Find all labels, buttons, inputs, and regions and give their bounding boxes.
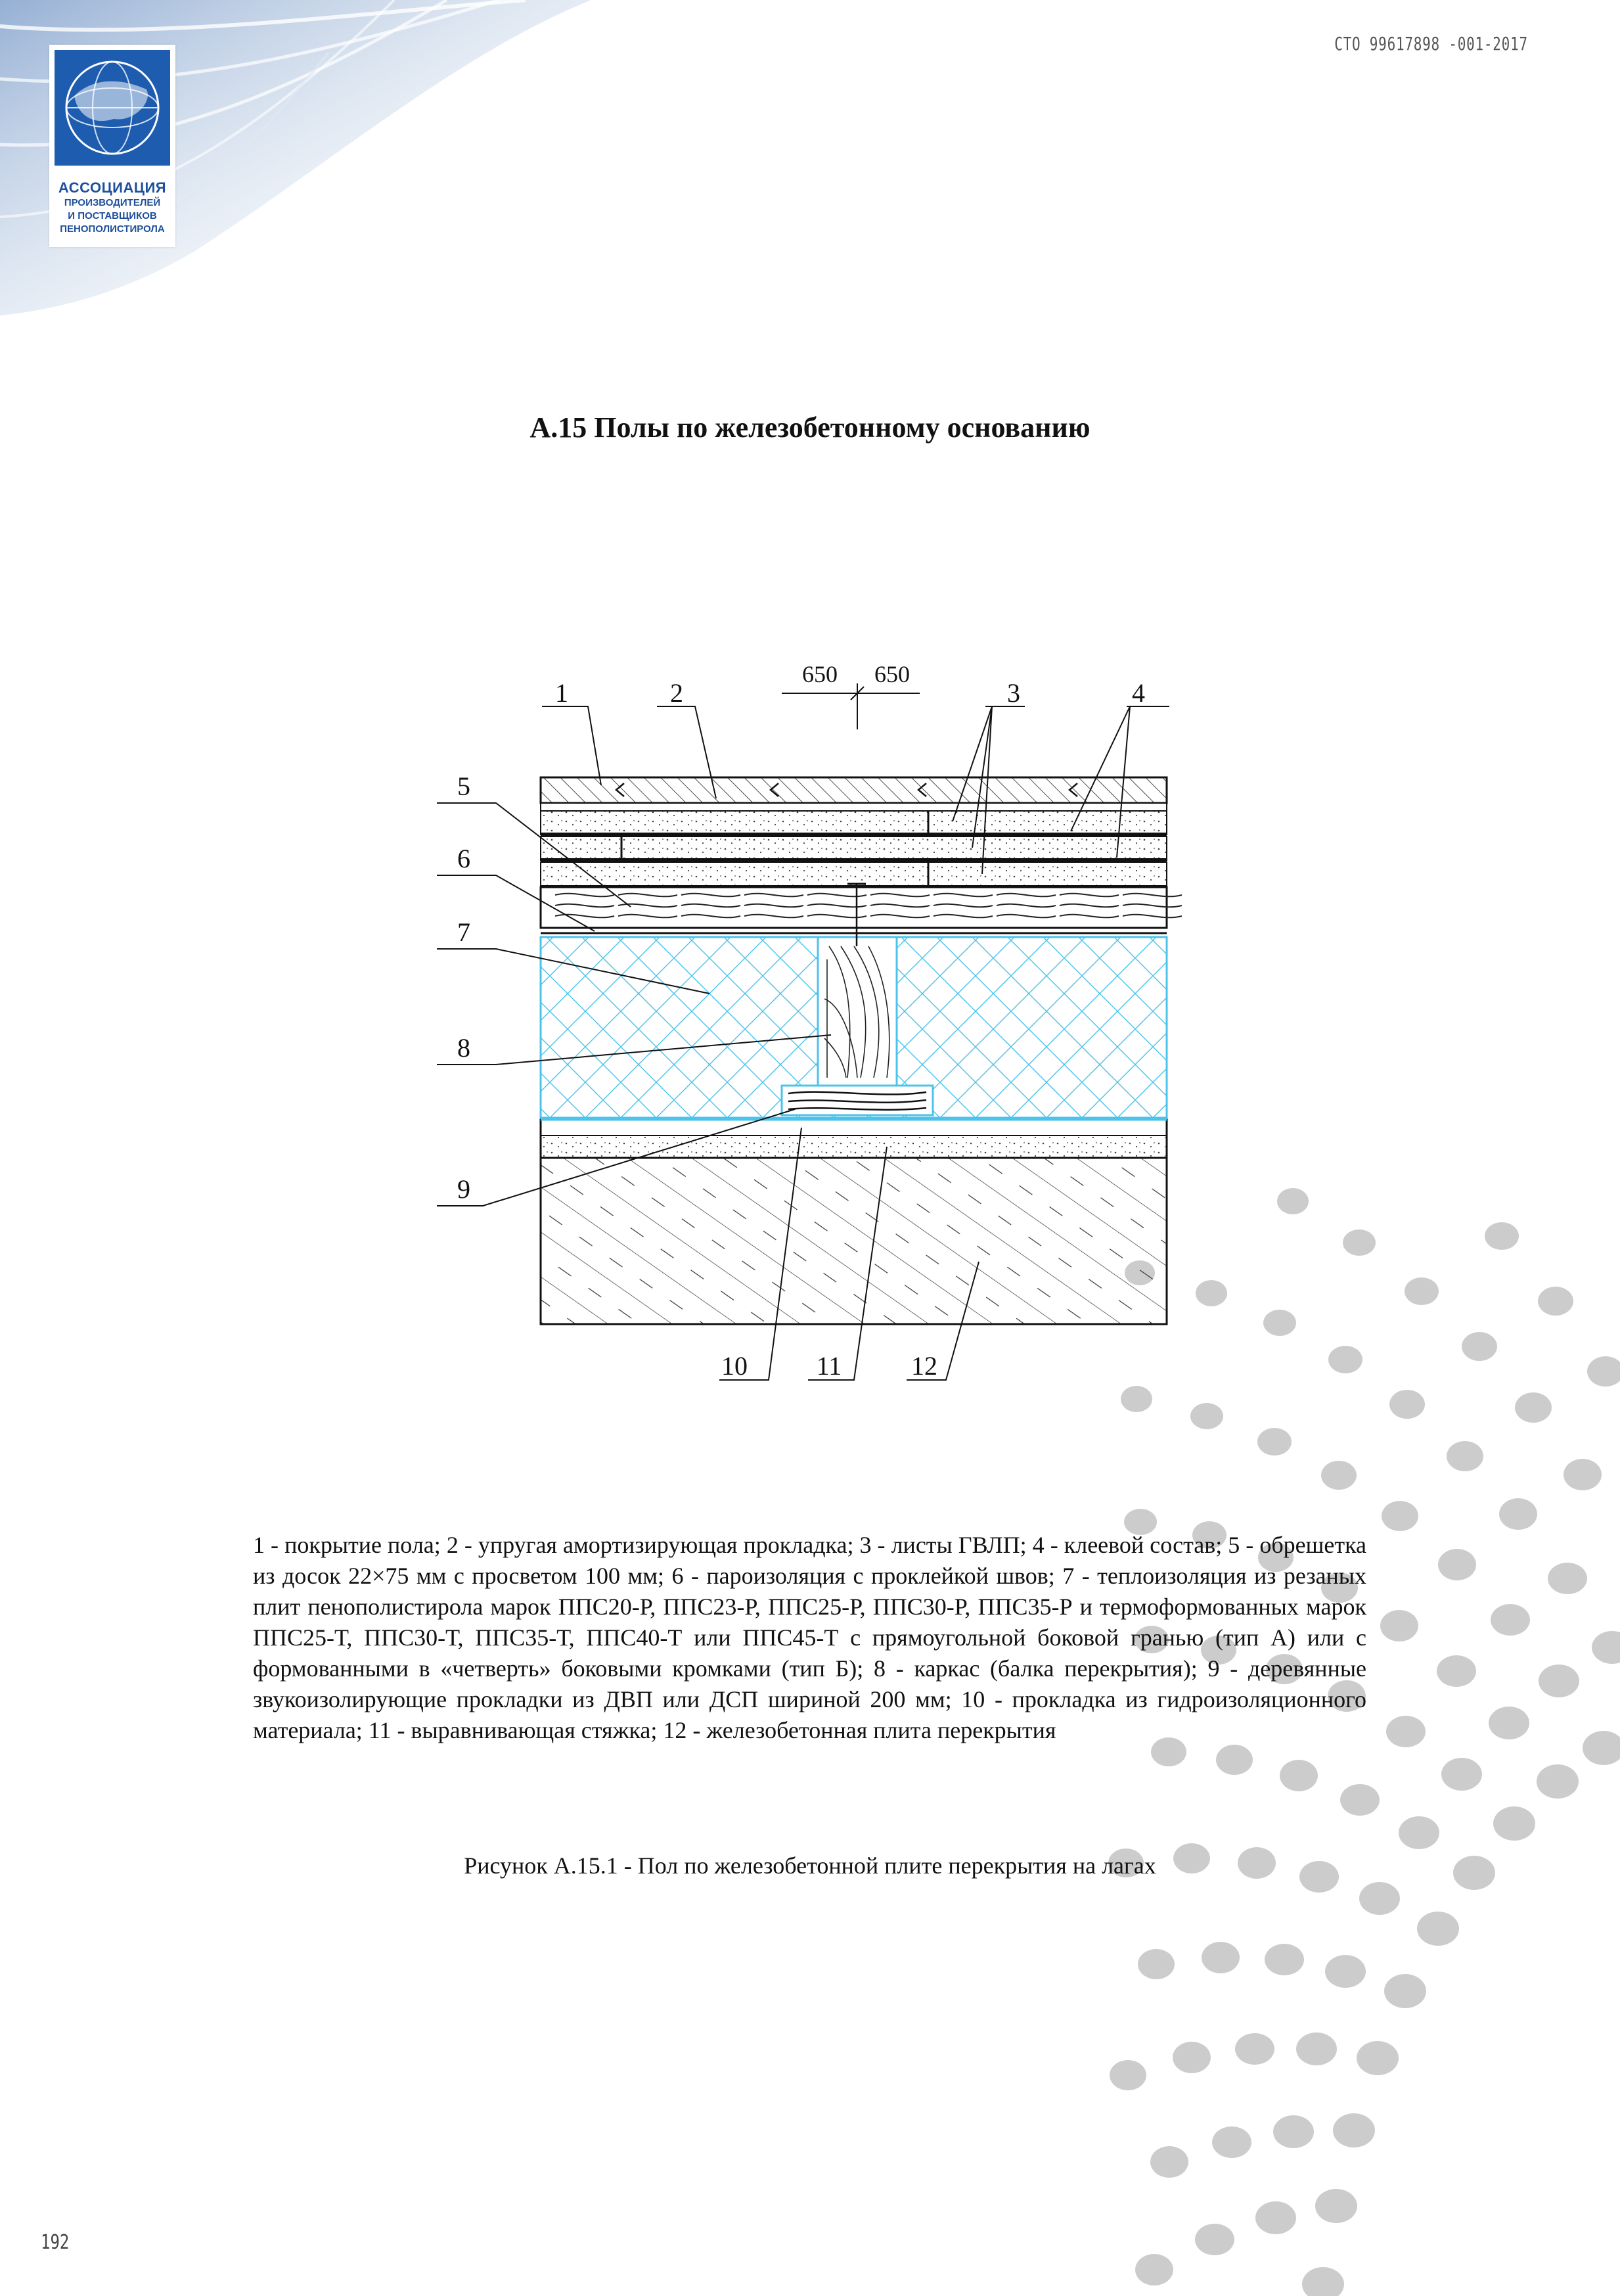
layer-concrete-slab (541, 1158, 1167, 1324)
label-9: 9 (457, 1174, 470, 1204)
figure-legend: 1 - покрытие пола; 2 - упругая амортизирующая прокладка; 3 - листы ГВЛП; 4 - клеевой состав; 5 - обрешетка из досок 22×75 мм с просветом 100 мм; 6 - пароизоляция с проклейкой швов; 7 - теплоизоляция из резаных плит пенополистирола марок ППС20-Р, ППС23-Р, ППС25-Р, ППС30-Р, ППС35-Р и термоформованных марок ППС25-Т, ППС30-Т, ППС35-Т, ППС40-Т или ППС45-Т с прямоугольной боковой гранью (тип А) или с формованными в «четверть» боковыми кромками (тип Б); 8 - каркас (балка перекрытия); 9 - деревянные звукоизолирующие прокладки из ДВП или ДСП шириной 200 мм; 10 - прокладка из гидроизоляционного материала; 11 - выравнивающая стяжка; 12 - железобетонная плита перекрытия (253, 1532, 1366, 1743)
dimension-right: 650 (874, 661, 910, 687)
logo-line-1: АССОЦИАЦИЯ (58, 179, 167, 196)
joist-beam (818, 937, 897, 1086)
label-6: 6 (457, 844, 470, 873)
document-code: СТО 99617898 -001-2017 (1334, 33, 1528, 55)
layer-floor-covering (541, 777, 1167, 803)
section-title: А.15 Полы по железобетонному основанию (529, 411, 1091, 444)
label-11: 11 (816, 1351, 842, 1381)
label-2: 2 (670, 678, 683, 708)
layer-gvlp-upper (541, 811, 1167, 835)
layer-gvlp-bottom (541, 862, 1167, 886)
label-4: 4 (1132, 678, 1145, 708)
label-7: 7 (457, 917, 470, 947)
dimension-left: 650 (802, 661, 838, 687)
logo-line-4: ПЕНОПОЛИСТИРОЛА (60, 223, 165, 235)
logo-line-2: ПРОИЗВОДИТЕЛЕЙ (64, 197, 161, 208)
label-10: 10 (721, 1351, 748, 1381)
label-12: 12 (911, 1351, 937, 1381)
page-number: 192 (41, 2231, 70, 2254)
dimension-marks (782, 683, 920, 729)
label-5: 5 (457, 771, 470, 801)
label-1: 1 (555, 678, 568, 708)
label-3: 3 (1007, 678, 1020, 708)
layer-elastic-pad (541, 803, 1167, 811)
figure-caption: Рисунок А.15.1 - Пол по железобетонной плите перекрытия на лагах (464, 1852, 1156, 1879)
logo-line-3: И ПОСТАВЩИКОВ (68, 210, 157, 221)
layer-gvlp-lower (541, 837, 1167, 860)
label-8: 8 (457, 1033, 470, 1063)
